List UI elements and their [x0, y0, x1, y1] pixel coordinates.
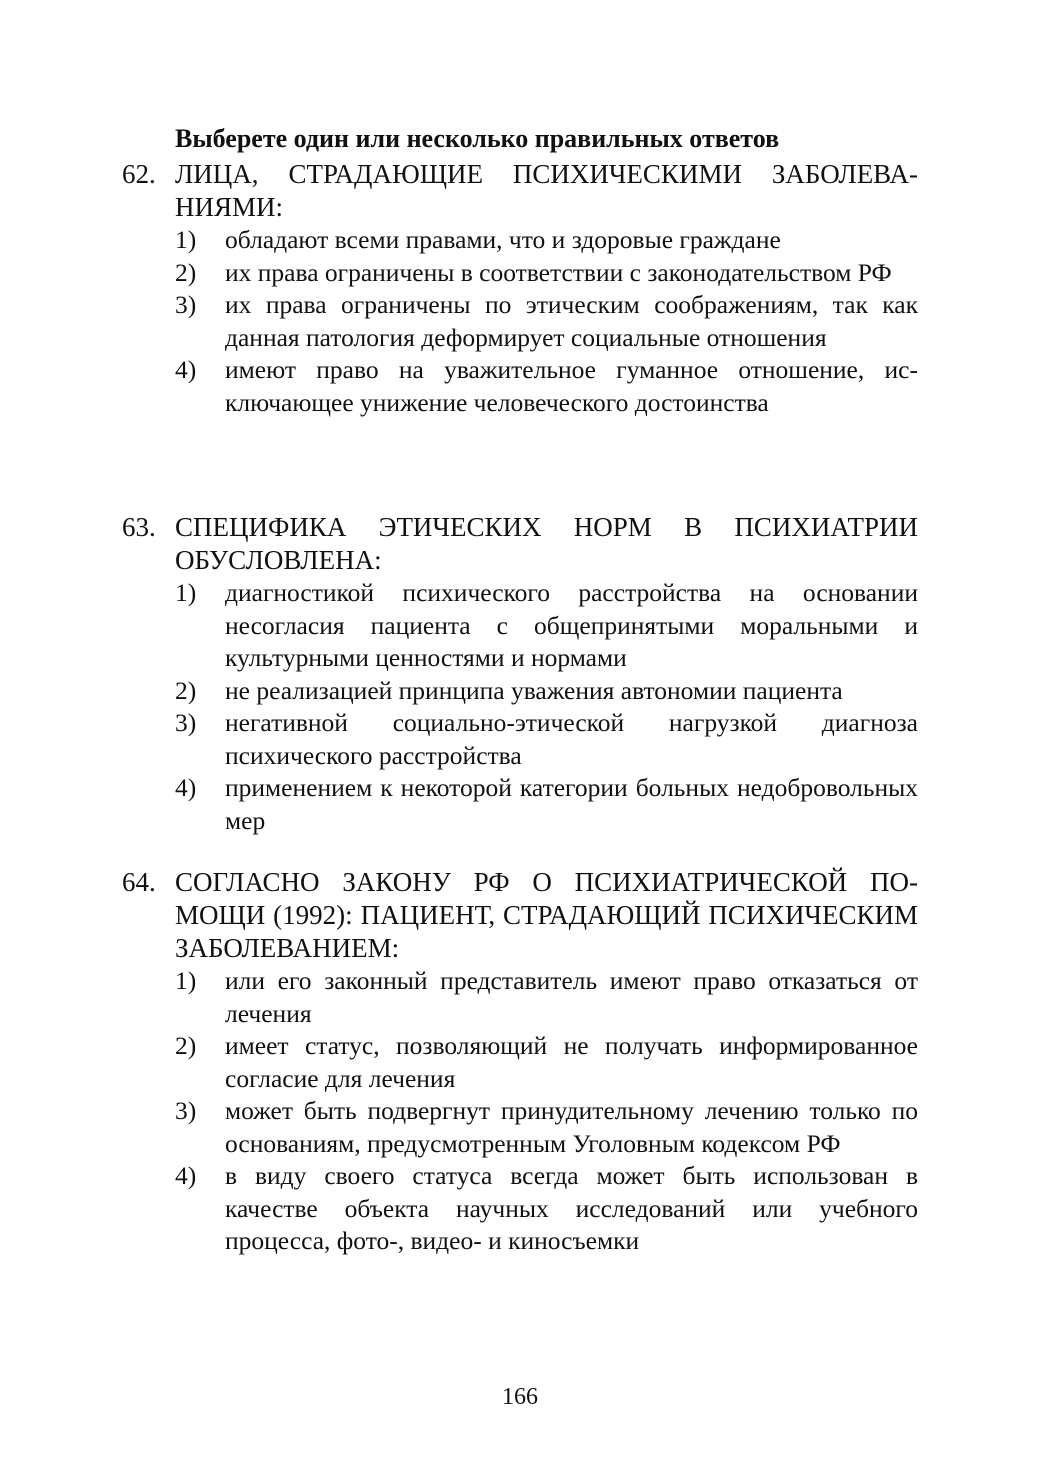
option-number: 3): [175, 708, 197, 737]
option-number: 1): [175, 225, 197, 254]
page-number: 166: [502, 1384, 538, 1410]
question-text: СПЕЦИФИКА ЭТИЧЕСКИХ НОРМ В ПСИХИАТРИИ ОБУСЛОВЛЕНА:: [175, 512, 918, 575]
option-text: диагностикой психического расстройства на основании несогласия пациента с общепринятыми моральными и культурными ценностями и нормами: [225, 578, 918, 672]
answer-options: [122, 224, 918, 419]
answer-option: [122, 354, 918, 419]
question-64: [122, 866, 918, 1258]
answer-option: [122, 772, 918, 837]
answer-option: [122, 675, 918, 708]
option-number: 3): [175, 1096, 197, 1125]
option-number: 2): [175, 1031, 197, 1060]
option-text: имеет статус, позволяющий не получать информированное согласие для лечения: [225, 1031, 918, 1093]
question-prompt: [122, 511, 918, 577]
option-number: 4): [175, 1161, 197, 1190]
option-number: 1): [175, 578, 197, 607]
question-text: ЛИЦА, СТРАДАЮЩИЕ ПСИХИЧЕСКИМИ ЗАБОЛЕВАНИЯМИ:: [175, 159, 918, 222]
option-number: 4): [175, 773, 197, 802]
answer-option: [122, 577, 918, 675]
question-text: СОГЛАСНО ЗАКОНУ РФ О ПСИХИАТРИЧЕСКОЙ ПОМОЩИ (1992): ПАЦИЕНТ, СТРАДАЮЩИЙ ПСИХИЧЕСКИМ ЗАБОЛЕВАНИЕМ:: [175, 867, 918, 963]
option-text: не реализацией принципа уважения автономии пациента: [225, 675, 843, 705]
option-text: имеют право на уважительное гуманное отношение, исключающее унижение человеческого достоинства: [225, 355, 918, 417]
answer-option: [122, 965, 918, 1030]
answer-option: [122, 1095, 918, 1160]
instruction-heading: Выберете один или несколько правильных ответов: [175, 124, 780, 153]
option-text: их права ограничены в соответствии с законодательством РФ: [225, 257, 892, 287]
option-number: 2): [175, 257, 197, 287]
answer-option: [122, 707, 918, 772]
question-number: 62.: [122, 159, 156, 189]
option-number: 2): [175, 675, 197, 705]
question-number: 63.: [122, 512, 156, 542]
option-text: применением к некоторой категории больных недобровольных мер: [225, 773, 918, 835]
answer-option: [122, 1030, 918, 1095]
question-number: 64.: [122, 867, 156, 897]
option-text: или его законный представитель имеют право отказаться от лечения: [225, 966, 918, 1028]
option-text: их права ограничены по этическим соображениям, так как данная патология деформирует социальные отношения: [225, 290, 918, 352]
answer-options: [122, 577, 918, 837]
question-62: [122, 158, 918, 419]
answer-options: [122, 965, 918, 1258]
option-number: 1): [175, 966, 197, 995]
option-text: обладают всеми правами, что и здоровые граждане: [225, 225, 781, 254]
option-text: негативной социально-этической нагрузкой диагноза психического расстройства: [225, 708, 918, 770]
answer-option: [122, 1160, 918, 1258]
option-text: может быть подвергнут принудительному лечению только по основаниям, предусмотренным Уголовным кодексом РФ: [225, 1096, 918, 1158]
answer-option: [122, 289, 918, 354]
option-number: 3): [175, 290, 197, 319]
question-prompt: [122, 866, 918, 965]
answer-option: [122, 224, 918, 257]
option-number: 4): [175, 355, 197, 384]
question-prompt: [122, 158, 918, 224]
option-text: в виду своего статуса всегда может быть использован в качестве объекта научных исследований или учебного процесса, фото-, видео- и киносъемки: [225, 1161, 918, 1255]
question-63: [122, 511, 918, 837]
answer-option: [122, 257, 918, 290]
